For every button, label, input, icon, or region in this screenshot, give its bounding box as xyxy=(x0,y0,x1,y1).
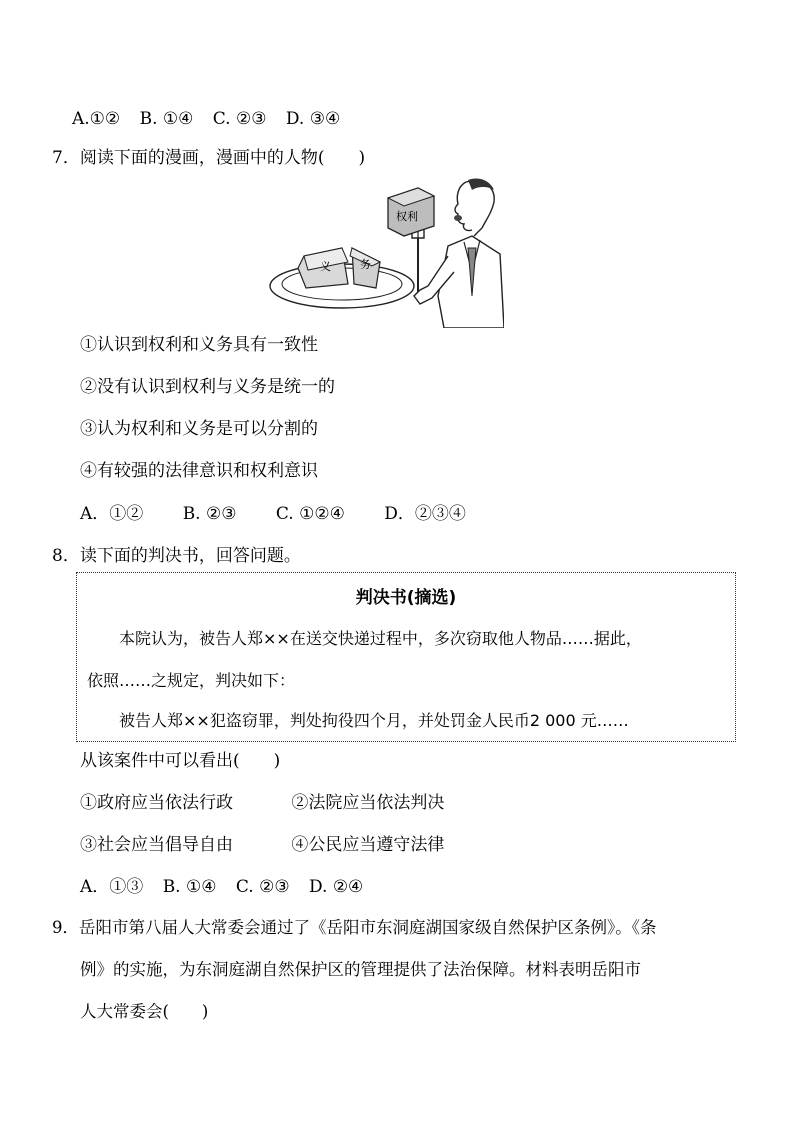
slice-label-left: 义 xyxy=(320,260,331,273)
q8-option-a[interactable]: A．①③ xyxy=(80,877,144,897)
q7-option-c[interactable]: C. ①②④ xyxy=(275,504,345,524)
verdict-para1-line1: 本院认为，被告人郑××在送交快递过程中，多次窃取他人物品……据此， xyxy=(119,629,642,648)
q8-statement-1: ①政府应当依法行政 xyxy=(80,793,233,813)
q6-option-a[interactable]: A.①② xyxy=(72,109,121,129)
q8-option-c[interactable]: C. ②③ xyxy=(235,877,290,897)
q8-option-d[interactable]: D. ②④ xyxy=(308,877,364,897)
q8-statements-row1 xyxy=(80,791,444,815)
q7-statement-2: ②没有认识到权利与义务是统一的 xyxy=(80,377,335,397)
q7-statement-1: ①认识到权利和义务具有一致性 xyxy=(80,335,318,355)
q6-option-b[interactable]: B. ①④ xyxy=(139,109,194,129)
q6-options xyxy=(72,107,354,131)
slice-label-right: 务 xyxy=(360,258,371,271)
q8-statement-4: ④公民应当遵守法律 xyxy=(291,835,445,855)
q7-option-b[interactable]: B. ②③ xyxy=(182,504,237,524)
q7-options xyxy=(80,502,500,526)
q9-line-3: 人大常委会( ) xyxy=(80,1002,209,1021)
q6-option-d[interactable]: D. ③④ xyxy=(285,109,341,129)
q8-statements-row2 xyxy=(80,833,444,857)
q8-statement-3: ③社会应当倡导自由 xyxy=(80,835,233,855)
verdict-para2: 被告人郑××犯盗窃罪，判处拘役四个月，并处罚金人民币2 000 元…… xyxy=(119,711,629,730)
q8-question: 从该案件中可以看出( ) xyxy=(80,751,281,771)
verdict-para1-line2: 依照……之规定，判决如下： xyxy=(87,671,296,690)
q7-option-a[interactable]: A．①② xyxy=(80,504,144,524)
cartoon-illustration xyxy=(268,176,504,328)
verdict-box xyxy=(76,572,736,742)
q9-line-2: 例》的实施，为东洞庭湖自然保护区的管理提供了法治保障。材料表明岳阳市 xyxy=(80,960,641,979)
q7-option-d[interactable]: D．②③④ xyxy=(384,504,466,524)
block-label-rights: 权利 xyxy=(396,210,418,223)
q8-option-b[interactable]: B. ①④ xyxy=(162,877,217,897)
q7-statement-4: ④有较强的法律意识和权利意识 xyxy=(80,461,318,481)
q7-statement-3: ③认为权利和义务是可以分割的 xyxy=(80,419,318,439)
q8-options xyxy=(80,875,377,899)
q8-stem: 8．读下面的判决书，回答问题。 xyxy=(52,546,301,566)
verdict-title: 判决书(摘选) xyxy=(355,588,457,608)
q7-stem: 7．阅读下面的漫画，漫画中的人物( ) xyxy=(52,148,366,168)
q8-statement-2: ②法院应当依法判决 xyxy=(291,793,445,813)
q9-line-1: 9．岳阳市第八届人大常委会通过了《岳阳市东洞庭湖国家级自然保护区条例》。《条 xyxy=(52,918,657,937)
q6-option-c[interactable]: C. ②③ xyxy=(212,109,267,129)
